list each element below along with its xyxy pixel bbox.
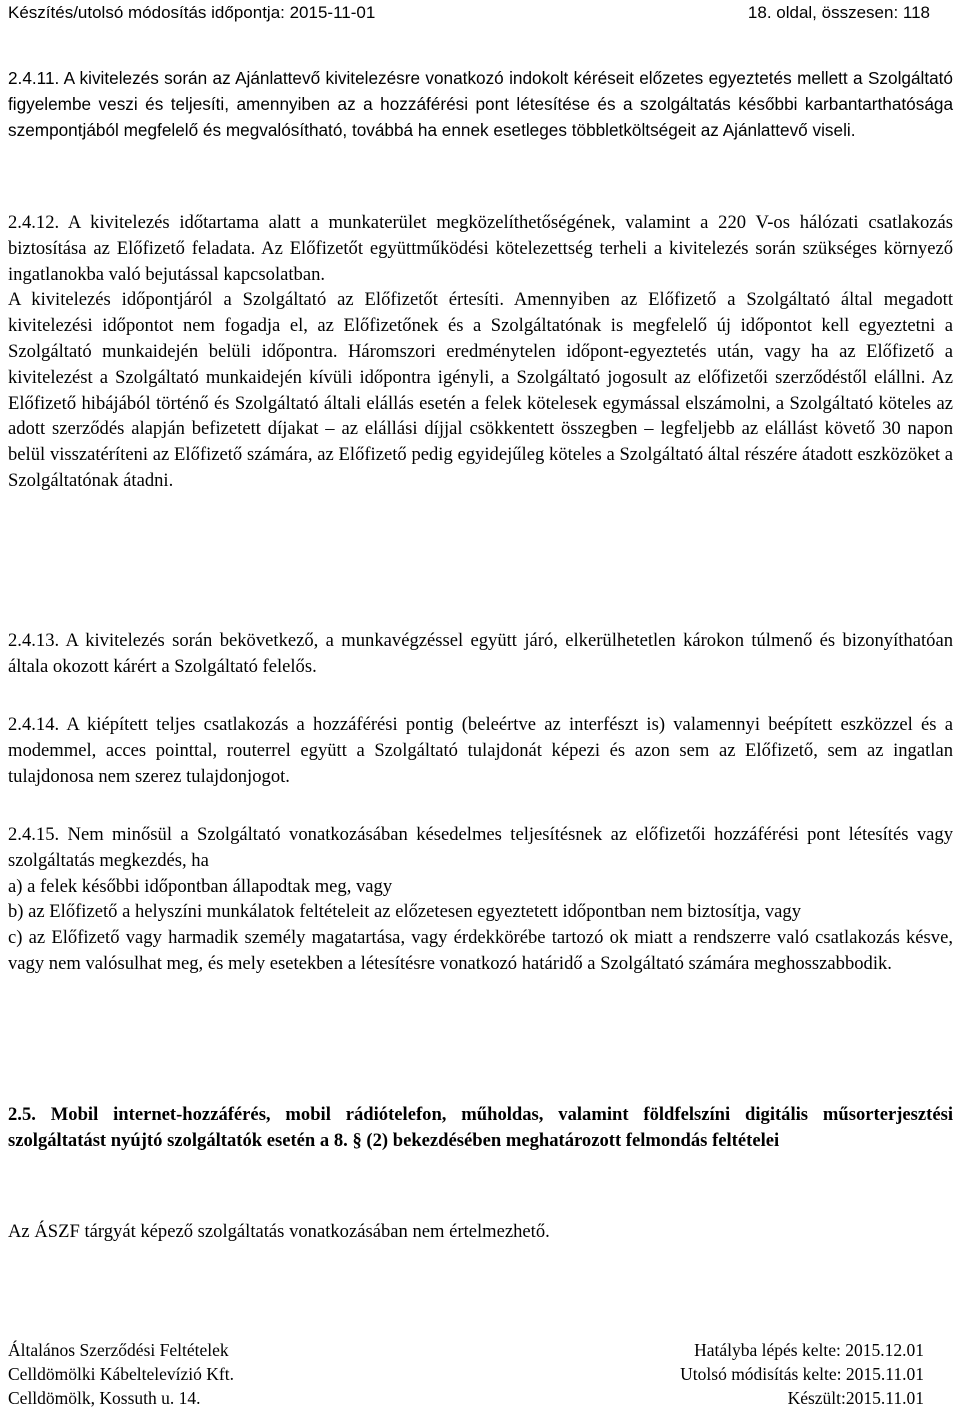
footer-row <box>8 1386 924 1410</box>
footer-left-3: Celldömölk, Kossuth u. 14. <box>8 1388 201 1408</box>
paragraph-2-4-11: 2.4.11. A kivitelezés során az Ajánlattevő kivitelezésre vonatkozó indokolt kéréseit előzetes egyeztetés mellett a Szolgáltató figyelembe veszi és teljesíti, amennyiben az a hozzáférési pont létesítése és a szolgáltatás későbbi karbantarthatósága szempontjából megfelelő és megvalósítható, továbbá ha ennek esetleges többletköltségeit az Ajánlattevő viseli. <box>8 68 953 140</box>
footer-right-2: Utolsó módisítás kelte: 2015.11.01 <box>680 1364 924 1384</box>
page-footer <box>8 1338 924 1410</box>
paragraph-2-4-15-intro: 2.4.15. Nem minősül a Szolgáltató vonatkozásában késedelmes teljesítésnek az előfizetői hozzáférési pont létesítés vagy szolgáltatás megkezdés, ha <box>8 824 953 871</box>
header-modified-date: Készítés/utolsó módosítás időpontja: 2015-11-01 <box>8 3 376 22</box>
paragraph-2-4-12-1: 2.4.12. A kivitelezés időtartama alatt a munkaterület megközelíthetőségének, valamint a 220 V-os hálózati csatlakozás biztosítása az Előfizető feladata. Az Előfizetőt együttműködési kötelezettség terheli a kivitelezés során szükséges környező ingatlanokba való bejutással kapcsolatban. <box>8 212 953 285</box>
page-header <box>8 2 930 26</box>
paragraph-2-4-12-2: A kivitelezés időpontjáról a Szolgáltató az Előfizetőt értesíti. Amennyiben az Előfizető a Szolgáltató által megadott kivitelezési időpontot nem fogadja el, az Előfizetőnek és a Szolgáltatónak is megfelelő új időpontot kell egyeztetni a Szolgáltató munkaidején belüli időpontra. Háromszori eredménytelen időpont-egyeztetés után, vagy ha az Előfizető a kivitelezést a Szolgáltató munkaidején kívüli időpontra igényli, a Szolgáltató jogosult az előfizetői szerződéstől elállni. Az Előfizető hibájából történő és Szolgáltató általi elállás esetén a felek kötelesek egymással elszámolni, a Szolgáltató köteles az adott szerződés alapján befizetett díjakat – az elállási díjjal csökkentett összegben – legfeljebb az elállást követő 30 napon belül visszatéríteni az Előfizető számára, az Előfizető pedig egyidejűleg köteles a Szolgáltató által részére átadott eszközöket a Szolgáltatónak átadni. <box>8 289 953 491</box>
header-page-number: 18. oldal, összesen: 118 <box>747 3 930 22</box>
footer-row <box>8 1362 924 1386</box>
footer-left-1: Általános Szerződési Feltételek <box>8 1340 229 1360</box>
section-2-4-12 <box>8 210 953 494</box>
section-2-5-body <box>8 1219 953 1245</box>
section-2-5 <box>8 1102 953 1154</box>
section-2-4-14 <box>8 712 953 789</box>
paragraph-2-4-13: 2.4.13. A kivitelezés során bekövetkező, a munkavégzéssel együtt járó, elkerülhetetlen károkon túlmenő és bizonyíthatóan általa okozott kárért a Szolgáltató felelős. <box>8 630 953 677</box>
list-item-c: c) az Előfizető vagy harmadik személy magatartása, vagy érdekkörébe tartozó ok miatt a rendszerre való csatlakozás késve, vagy nem valósulhat meg, és mely esetekben a létesítésre vonatkozó határidő a Szolgáltató számára meghosszabbodik. <box>8 927 953 974</box>
paragraph-2-4-14: 2.4.14. A kiépített teljes csatlakozás a hozzáférési pontig (beleértve az interfészt is) valamennyi beépített eszközzel és a modemmel, acces pointtal, routerrel együtt a Szolgáltató tulajdonát képezi és azon sem az Előfizető, sem az ingatlan tulajdonosa nem szerez tulajdonjogot. <box>8 714 953 787</box>
footer-left-2: Celldömölki Kábeltelevízió Kft. <box>8 1364 234 1384</box>
section-2-4-11 <box>8 66 953 143</box>
footer-right-1: Hatályba lépés kelte: 2015.12.01 <box>694 1340 924 1360</box>
section-2-4-15 <box>8 822 953 977</box>
section-heading-2-5: 2.5. Mobil internet-hozzáférés, mobil rádiótelefon, műholdas, valamint földfelszíni digitális műsorterjesztési szolgáltatást nyújtó szolgáltatók esetén a 8. § (2) bekezdésében meghatározott felmondás feltételei <box>8 1104 953 1151</box>
section-2-4-13 <box>8 628 953 680</box>
list-item-a: a) a felek későbbi időpontban állapodtak meg, vagy <box>8 875 393 897</box>
list-item-b: b) az Előfizető a helyszíni munkálatok feltételeit az előzetesen egyeztetett időpontban nem biztosítja, vagy <box>8 901 802 923</box>
paragraph-2-5: Az ÁSZF tárgyát képező szolgáltatás vonatkozásában nem értelmezhető. <box>8 1221 550 1242</box>
footer-right-3: Készült:2015.11.01 <box>787 1388 924 1408</box>
footer-row <box>8 1338 924 1362</box>
